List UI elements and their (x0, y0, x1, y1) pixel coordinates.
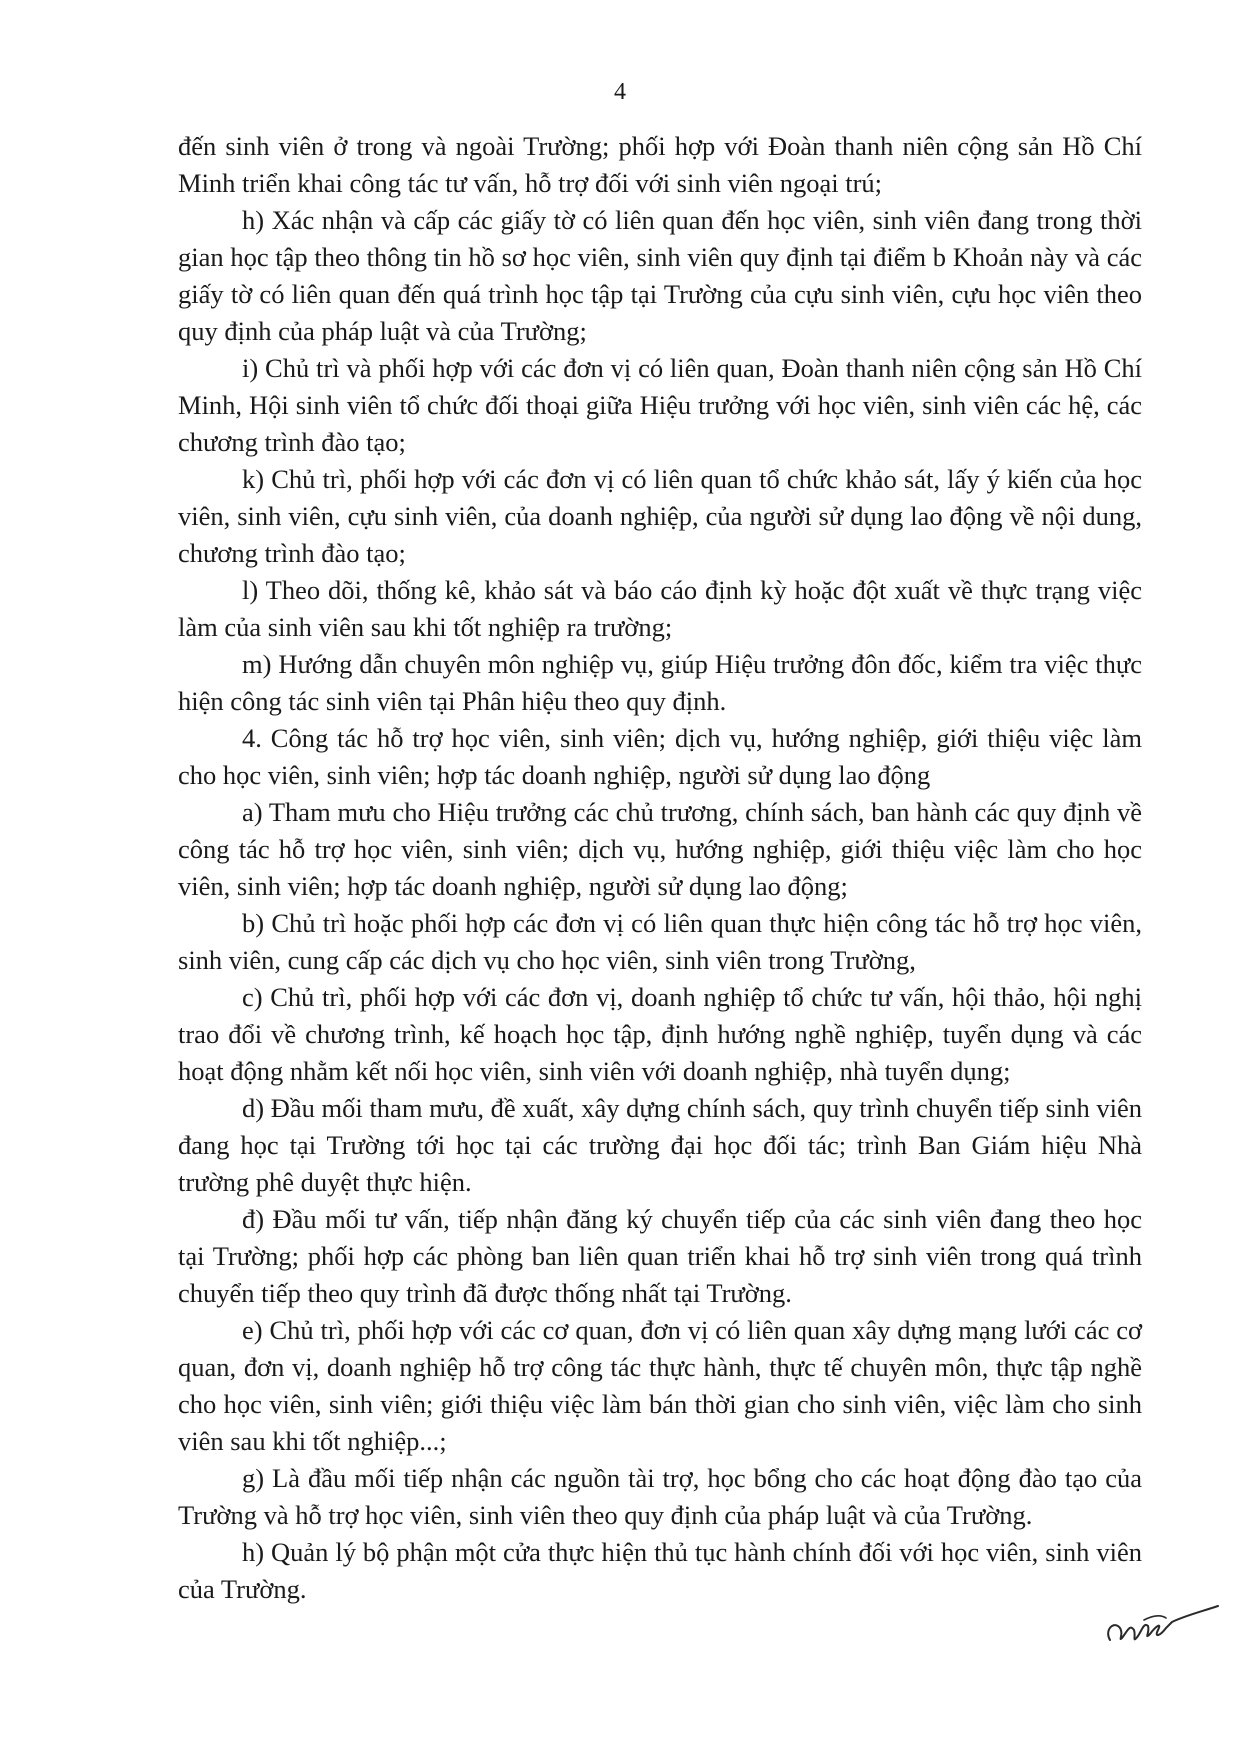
paragraph: m) Hướng dẫn chuyên môn nghiệp vụ, giúp Hiệu trưởng đôn đốc, kiểm tra việc thực hiện công tác sinh viên tại Phân hiệu theo quy định. (178, 649, 1142, 716)
paragraph: d) Đầu mối tham mưu, đề xuất, xây dựng chính sách, quy trình chuyển tiếp sinh viên đang học tại Trường tới học tại các trường đại học đối tác; trình Ban Giám hiệu Nhà trường phê duyệt thực hiện. (178, 1093, 1142, 1197)
paragraph: a) Tham mưu cho Hiệu trưởng các chủ trương, chính sách, ban hành các quy định về công tác hỗ trợ học viên, sinh viên; dịch vụ, hướng nghiệp, giới thiệu việc làm cho học viên, sinh viên; hợp tác doanh nghiệp, người sử dụng lao động; (178, 797, 1142, 901)
paragraph: đ) Đầu mối tư vấn, tiếp nhận đăng ký chuyển tiếp của các sinh viên đang theo học tại Trường; phối hợp các phòng ban liên quan triển khai hỗ trợ sinh viên trong quá trình chuyển tiếp theo quy trình đã được thống nhất tại Trường. (178, 1204, 1142, 1308)
paragraph: k) Chủ trì, phối hợp với các đơn vị có liên quan tổ chức khảo sát, lấy ý kiến của học viên, sinh viên, cựu sinh viên, của doanh nghiệp, của người sử dụng lao động về nội dung, chương trình đào tạo; (178, 464, 1142, 568)
paragraph: h) Xác nhận và cấp các giấy tờ có liên quan đến học viên, sinh viên đang trong thời gian học tập theo thông tin hồ sơ học viên, sinh viên quy định tại điểm b Khoản này và các giấy tờ có liên quan đến quá trình học tập tại Trường của cựu sinh viên, cựu học viên theo quy định của pháp luật và của Trường; (178, 205, 1142, 346)
page-number: 4 (614, 79, 626, 105)
paragraph: l) Theo dõi, thống kê, khảo sát và báo cáo định kỳ hoặc đột xuất về thực trạng việc làm của sinh viên sau khi tốt nghiệp ra trường; (178, 575, 1142, 642)
paragraph: đến sinh viên ở trong và ngoài Trường; phối hợp với Đoàn thanh niên cộng sản Hồ Chí Minh triển khai công tác tư vấn, hỗ trợ đối với sinh viên ngoại trú; (178, 131, 1142, 198)
paragraph: h) Quản lý bộ phận một cửa thực hiện thủ tục hành chính đối với học viên, sinh viên của Trường. (178, 1537, 1142, 1604)
document-body (178, 128, 1142, 1608)
signature-initials-icon (1100, 1600, 1220, 1650)
paragraph: g) Là đầu mối tiếp nhận các nguồn tài trợ, học bổng cho các hoạt động đào tạo của Trường và hỗ trợ học viên, sinh viên theo quy định của pháp luật và của Trường. (178, 1463, 1142, 1530)
paragraph: i) Chủ trì và phối hợp với các đơn vị có liên quan, Đoàn thanh niên cộng sản Hồ Chí Minh, Hội sinh viên tổ chức đối thoại giữa Hiệu trưởng với học viên, sinh viên các hệ, các chương trình đào tạo; (178, 353, 1142, 457)
paragraph: 4. Công tác hỗ trợ học viên, sinh viên; dịch vụ, hướng nghiệp, giới thiệu việc làm cho học viên, sinh viên; hợp tác doanh nghiệp, người sử dụng lao động (178, 723, 1142, 790)
paragraph: b) Chủ trì hoặc phối hợp các đơn vị có liên quan thực hiện công tác hỗ trợ học viên, sinh viên, cung cấp các dịch vụ cho học viên, sinh viên trong Trường, (178, 908, 1142, 975)
paragraph: e) Chủ trì, phối hợp với các cơ quan, đơn vị có liên quan xây dựng mạng lưới các cơ quan, đơn vị, doanh nghiệp hỗ trợ công tác thực hành, thực tế chuyên môn, thực tập nghề cho học viên, sinh viên; giới thiệu việc làm bán thời gian cho sinh viên, việc làm cho sinh viên sau khi tốt nghiệp...; (178, 1315, 1142, 1456)
paragraph: c) Chủ trì, phối hợp với các đơn vị, doanh nghiệp tổ chức tư vấn, hội thảo, hội nghị trao đổi về chương trình, kế hoạch học tập, định hướng nghề nghiệp, tuyển dụng và các hoạt động nhằm kết nối học viên, sinh viên với doanh nghiệp, nhà tuyển dụng; (178, 982, 1142, 1086)
